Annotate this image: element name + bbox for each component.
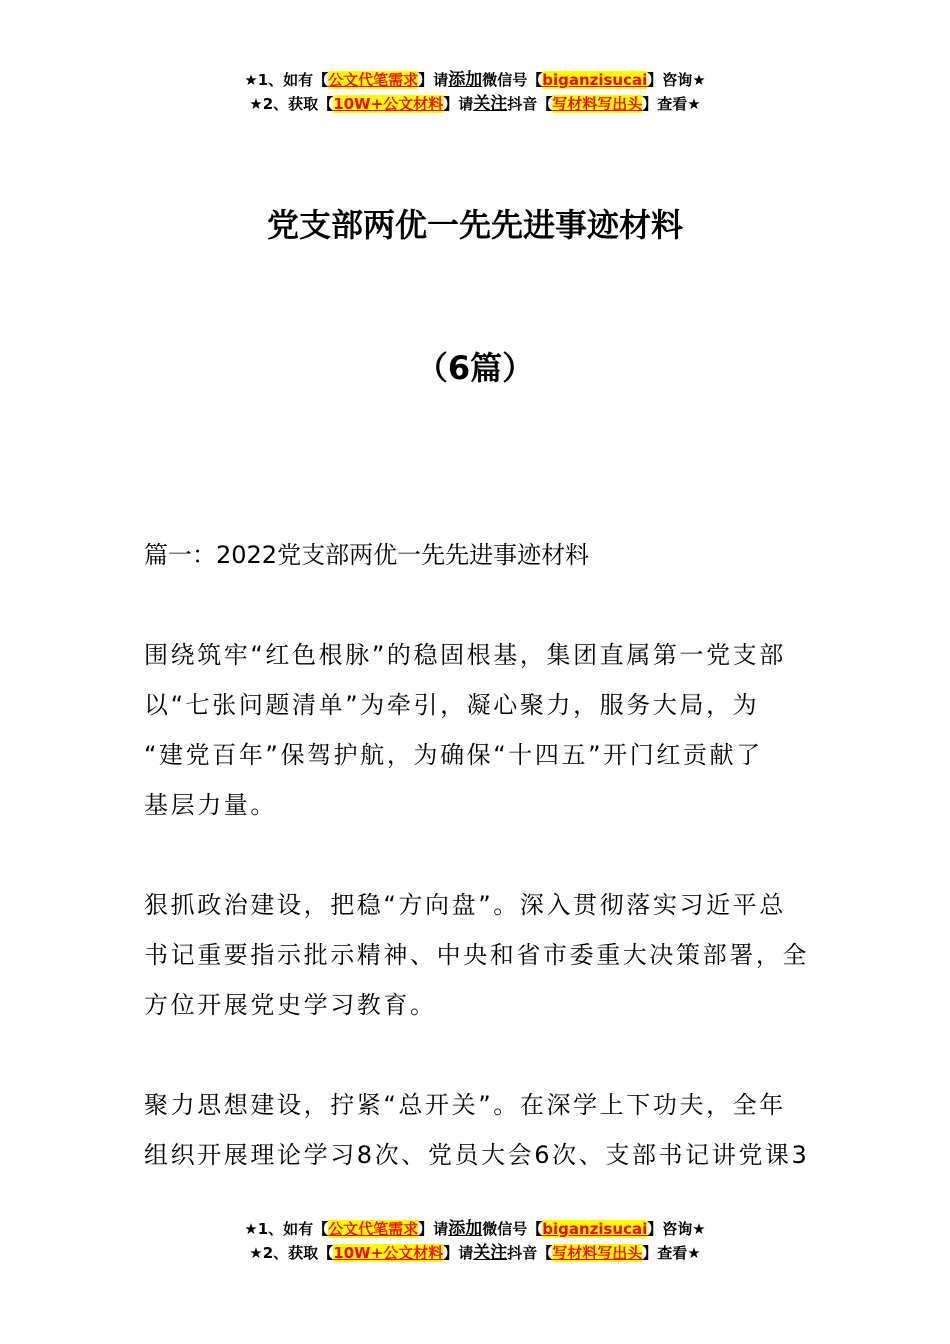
underline: 关注 [473, 1243, 508, 1263]
text: 抖音【 [507, 1244, 553, 1262]
text: ★1、如有【 [244, 1220, 329, 1238]
text-line: 狠抓政治建设，把稳“方向盘”。深入贯彻落实习近平总 [144, 891, 786, 919]
promo-banner-top [0, 68, 950, 116]
document-body [144, 530, 824, 1180]
highlight: 写材料写出头 [552, 1244, 643, 1262]
paragraph [144, 630, 824, 830]
text-line: “建党百年”保驾护航，为确保“十四五”开门红贡献了 [144, 741, 763, 769]
text: ★2、获取【 [249, 1244, 334, 1262]
highlight: 公文代笔需求 [328, 71, 419, 89]
text: ★1、如有【 [244, 71, 329, 89]
text: 微信号【 [482, 1220, 543, 1238]
text: ★2、获取【 [249, 95, 334, 113]
text: 】请 [418, 1220, 449, 1238]
paragraph [144, 880, 824, 1030]
text: 】咨询★ [647, 71, 706, 89]
promo-banner-bottom [0, 1217, 950, 1265]
text: 】请 [443, 1244, 474, 1262]
highlight: 写材料写出头 [552, 95, 643, 113]
text-line: 以“七张问题清单”为牵引，凝心聚力，服务大局，为 [144, 691, 760, 719]
text: 】请 [443, 95, 474, 113]
paragraph [144, 1080, 824, 1180]
highlight: biganzisucai [542, 71, 648, 89]
text: 】请 [418, 71, 449, 89]
highlight: biganzisucai [542, 1220, 648, 1238]
underline: 添加 [448, 70, 483, 90]
text: 】咨询★ [647, 1220, 706, 1238]
text-line: 组织开展理论学习8次、党员大会6次、支部书记讲党课3 [144, 1141, 810, 1169]
text: 】查看★ [642, 95, 701, 113]
text-line: 围绕筑牢“红色根脉”的稳固根基，集团直属第一党支部 [144, 641, 786, 669]
text-line: 方位开展党史学习教育。 [144, 991, 437, 1019]
highlight: 10W+公文材料 [333, 95, 444, 113]
text-line: 书记重要指示批示精神、中央和省市委重大决策部署，全 [144, 941, 809, 969]
highlight: 10W+公文材料 [333, 1244, 444, 1262]
text-line: 基层力量。 [144, 791, 277, 819]
text: 抖音【 [507, 95, 553, 113]
promo-line-1 [0, 68, 950, 92]
underline: 添加 [448, 1219, 483, 1239]
promo-line-2 [0, 1241, 950, 1265]
highlight: 公文代笔需求 [328, 1220, 419, 1238]
section-heading: 篇一：2022党支部两优一先先进事迹材料 [144, 541, 590, 569]
document-subtitle: （6篇） [415, 349, 535, 387]
underline: 关注 [473, 94, 508, 114]
text: 微信号【 [482, 71, 543, 89]
promo-line-1 [0, 1217, 950, 1241]
promo-line-2 [0, 92, 950, 116]
document-title: 党支部两优一先先进事迹材料 [266, 206, 683, 244]
text-line: 聚力思想建设，拧紧“总开关”。在深学上下功夫，全年 [144, 1091, 786, 1119]
text: 】查看★ [642, 1244, 701, 1262]
